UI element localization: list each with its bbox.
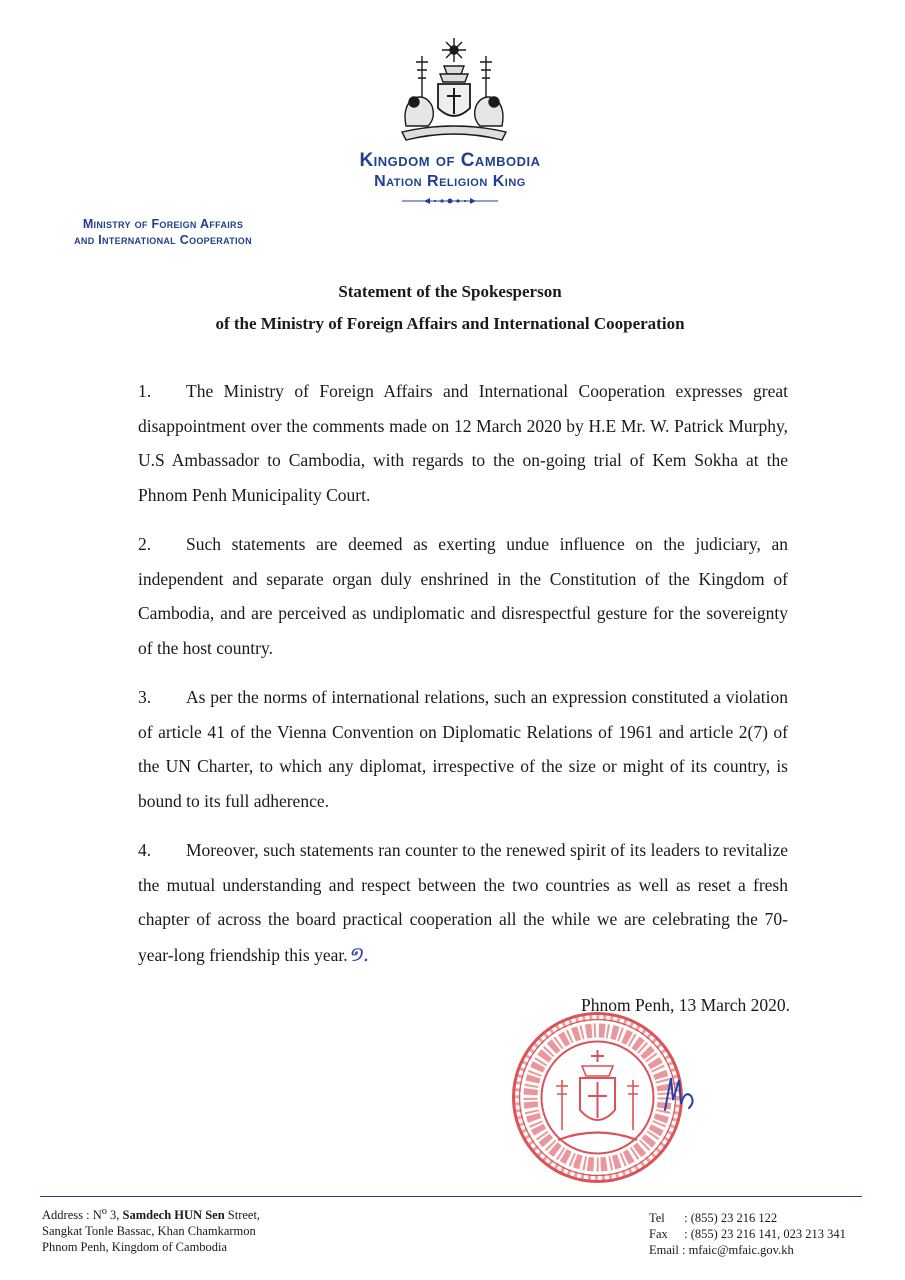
address-line-3: Phnom Penh, Kingdom of Cambodia <box>42 1240 228 1255</box>
statement-body <box>138 374 788 987</box>
signature-mark <box>655 1070 705 1120</box>
ministry-name: Ministry of Foreign Affairs and International Cooperation <box>74 217 252 247</box>
tel-line: Tel : (855) 23 216 122 <box>649 1211 778 1225</box>
statement-title: Statement of the Spokesperson <box>338 282 562 301</box>
paragraph-1: 1. The Ministry of Foreign Affairs and International Cooperation expresses great disappointment over the comments made on 12 March 2020 by H.E Mr. W. Patrick Murphy, U.S Ambassador to Cambodia, with regards to the on-going trial of Kem Sokha at the Phnom Penh Municipality Court. <box>138 381 788 505</box>
kingdom-header <box>290 150 610 192</box>
paragraph-4: 4. Moreover, such statements ran counter to the renewed spirit of its leaders to revitalize the mutual understanding and respect between the two countries as well as reset a fresh chapter of across the board practical cooperation all the while we are celebrating the 70-year-long friendship this year.១. <box>138 840 788 966</box>
ornament-divider-icon <box>400 196 500 206</box>
paragraph-3: 3. As per the norms of international relations, such an expression constituted a violation of article 41 of the Vienna Convention on Diplomatic Relations of 1961 and article 2(7) of the UN Charter, to which any diplomat, irrespective of the size or might of its country, is bound to its full adherence. <box>138 687 788 811</box>
place-and-date: Phnom Penh, 13 March 2020. <box>580 995 790 1015</box>
footer-contact <box>649 1210 879 1258</box>
kingdom-title: Kingdom of Cambodia <box>359 150 541 171</box>
paragraph-2: 2. Such statements are deemed as exerting undue influence on the judiciary, an independent and separate organ duly enshrined in the Constitution of the Kingdom of Cambodia, and are perceived as undiplomatic and disrespectful gesture for the sovereignty of the host country. <box>138 534 788 658</box>
handwritten-initial-mark: ១. <box>347 941 370 966</box>
national-motto: Nation Religion King <box>374 173 526 190</box>
footer-address <box>42 1204 372 1255</box>
fax-line: Fax : (855) 23 216 141, 023 213 341 <box>649 1227 846 1241</box>
footer-divider <box>40 1196 862 1197</box>
statement-subtitle: of the Ministry of Foreign Affairs and International Cooperation <box>215 314 685 333</box>
royal-coat-of-arms-icon <box>392 36 516 144</box>
address-line-1: Address : $N^o$ 3, Samdech HUN Sen Street, <box>42 1206 261 1223</box>
address-line-2: Sangkat Tonle Bassac, Khan Chamkarmon <box>42 1224 256 1239</box>
email-line: Email : mfaic@mfaic.gov.kh <box>649 1243 794 1257</box>
